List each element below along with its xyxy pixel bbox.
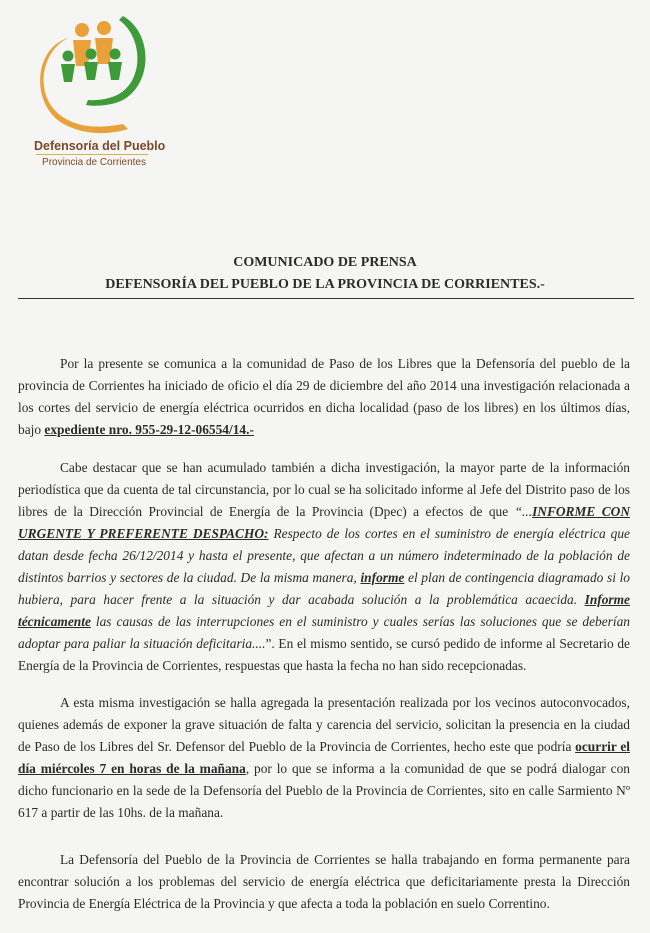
quote-text-a: Respecto de los cortes en el suministro de energía eléctrica que datan desde fecha 26/12/2014 y hasta el presente, que afectan a un número indeterminado de la población de distintos barrios y sectores de la ciudad. De la misma manera, xyxy=(18,526,630,585)
quote-open: “... xyxy=(514,504,533,519)
paragraph-2 xyxy=(18,457,630,677)
paragraph-1-text: Por la presente se comunica a la comunidad de Paso de los Libres que la Defensoría del pueblo de la provincia de Corrientes ha iniciado de oficio el día 29 de diciembre del año 2014 una investigación relacionada a los cortes del servicio de energía eléctrica ocurridos en dicha localidad (paso de los libres) en los últimos días, bajo xyxy=(18,356,630,437)
paragraph-3 xyxy=(18,692,630,824)
press-release-title: COMUNICADO DE PRENSA xyxy=(233,255,417,270)
informe-urgente: INFORME CON URGENTE Y PREFERENTE DESPACHO: xyxy=(18,504,630,541)
paragraph-4-text: La Defensoría del Pueblo de la Provincia de Corrientes se halla trabajando en forma permanente para encontrar solución a los problemas del servicio de energía eléctrica que deficitariamente presta la Dirección Provincia de Energía Eléctrica de la Provincia y que afecta a toda la población en suelo Correntino. xyxy=(18,852,630,911)
defensoria-logo xyxy=(28,8,166,173)
expediente-number: expediente nro. 955-29-12-06554/14.- xyxy=(44,422,254,437)
logo-divider xyxy=(36,154,148,155)
paragraph-2-text-a: Cabe destacar que se han acumulado también a dicha investigación, la mayor parte de la información periodística que da cuenta de tal circunstancia, por lo cual se ha solicitado informe al Jefe del Distrito paso de los libres de la Dirección Provincial de Energía de la Provincia (Dpec) a efectos de que xyxy=(18,460,630,519)
quote-text-b: el plan de contingencia diagramado si lo hubiera, para hacer frente a la situación y dar acabada solución a la problemática acaecida. xyxy=(18,570,630,607)
logo-title: Defensoría del Pueblo xyxy=(34,139,166,153)
paragraph-3-text-a: A esta misma investigación se halla agregada la presentación realizada por los vecinos autoconvocados, quienes además de exponer la grave situación de falta y carencia del servicio, solicitan la presencia en la ciudad de Paso de los Libres del Sr. Defensor del Pueblo de la Provincia de Corrientes, hecho este que podría xyxy=(18,695,630,754)
logo-subtitle: Provincia de Corrientes xyxy=(42,157,146,168)
paragraph-2-text-b: ”. En el mismo sentido, se cursó pedido de informe al Secretario de Energía de la Provincia de Corrientes, respuestas que hasta la fecha no han sido recepcionadas. xyxy=(18,636,630,673)
informe-word: informe xyxy=(360,570,405,585)
people-hands-emblem-icon xyxy=(28,8,158,138)
header-divider xyxy=(18,298,634,299)
paragraph-3-text-b: , por lo que se informa a la comunidad de que se podrá dialogar con dicho funcionario en la sede de la Defensoría del Pueblo de la Provincia de Corrientes, sito en calle Sarmiento Nº 617 a partir de las 10hs. de la mañana. xyxy=(18,761,630,820)
paragraph-1 xyxy=(18,353,630,441)
quote-text-c: las causas de las interrupciones en el suministro y cuales serías las soluciones que se deberían adoptar para paliar la situación deficitaria.... xyxy=(18,614,630,651)
informe-tecnicamente: Informe técnicamente xyxy=(18,592,630,629)
paragraph-4 xyxy=(18,849,630,915)
institution-title: DEFENSORÍA DEL PUEBLO DE LA PROVINCIA DE CORRIENTES.- xyxy=(105,277,545,292)
meeting-date: ocurrir el día miércoles 7 en horas de la mañana xyxy=(18,739,630,776)
